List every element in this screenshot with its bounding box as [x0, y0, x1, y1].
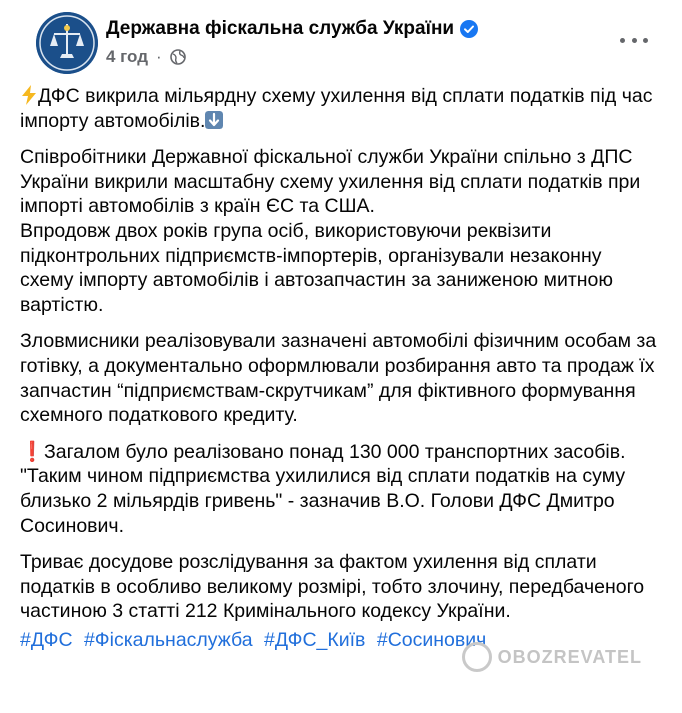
body-paragraph-3 [20, 329, 660, 427]
paragraph-1-text: Співробітники Державної фіскальної служби України спільно з ДПС України викрили масштабну схему ухилення від сплати податків при імпорті автомобілів з країн ЄС та США. [20, 146, 641, 218]
post-timestamp[interactable]: 4 год [106, 47, 148, 66]
hashtag-link[interactable]: #Сосинович [376, 628, 487, 651]
body-paragraph-1 [20, 145, 660, 317]
more-dot [620, 38, 625, 43]
exclaim-text: Загалом було реалізовано понад 130 000 транспортних засобів. "Таким чином підприємства ухилилися від сплати податків на суму близько 2 мільярдів гривень" - зазначив В.О. Голови ДФС Дмитро Сосинович. [20, 440, 626, 537]
paragraph-2-text: Впродовж двох років група осіб, використовуючи реквізити підконтрольних підприємств-імпортерів, організували незаконну схему імпорту автомобілів і автозапчастин за заниженою митною вартістю. [20, 219, 614, 316]
watermark-logo-icon [462, 642, 492, 672]
page-avatar[interactable] [36, 12, 98, 74]
paragraph-3-text: Зловмисники реалізовували зазначені автомобілі фізичним особам за готівку, а документально оформлювали розбирання авто та продаж їх запчастин “підприємствам-скрутчикам” для фіктивного формування схемного податкового кредиту. [20, 330, 657, 427]
post-header [18, 0, 664, 80]
avatar-seal-icon [36, 12, 98, 74]
hashtag-link[interactable]: #Фіскальнаслужба [83, 628, 253, 651]
down-arrow-emoji-icon [205, 111, 223, 129]
closing-paragraph [20, 550, 660, 624]
post-body [20, 84, 660, 652]
verified-badge-icon [460, 20, 478, 38]
post-meta [106, 47, 186, 67]
more-options-icon[interactable] [620, 30, 648, 50]
watermark-text: OBOZREVATEL [497, 646, 642, 667]
watermark [462, 642, 642, 672]
headline-text: ДФС викрила мільярдну схему ухилення від сплати податків під час імпорту автомобілів. [20, 85, 653, 132]
headline-paragraph [20, 84, 660, 133]
page-name[interactable] [106, 18, 478, 40]
hashtag-link[interactable]: #ДФС [20, 628, 73, 651]
hashtag-link[interactable]: #ДФС_Київ [264, 628, 366, 651]
globe-icon[interactable] [170, 49, 186, 65]
closing-text: Триває досудове розслідування за фактом ухилення від сплати податків в особливо великому розмірі, тобто злочину, передбаченого частиною 3 статті 212 Кримінального кодексу України. [20, 551, 645, 623]
more-dot [632, 38, 637, 43]
exclamation-emoji-icon: ❗ [20, 440, 45, 463]
more-dot [643, 38, 648, 43]
lightning-emoji-icon [20, 85, 38, 105]
page-name-text[interactable]: Державна фіскальна служба України [106, 18, 455, 39]
meta-separator: · [156, 47, 162, 66]
exclaim-paragraph [20, 440, 660, 538]
